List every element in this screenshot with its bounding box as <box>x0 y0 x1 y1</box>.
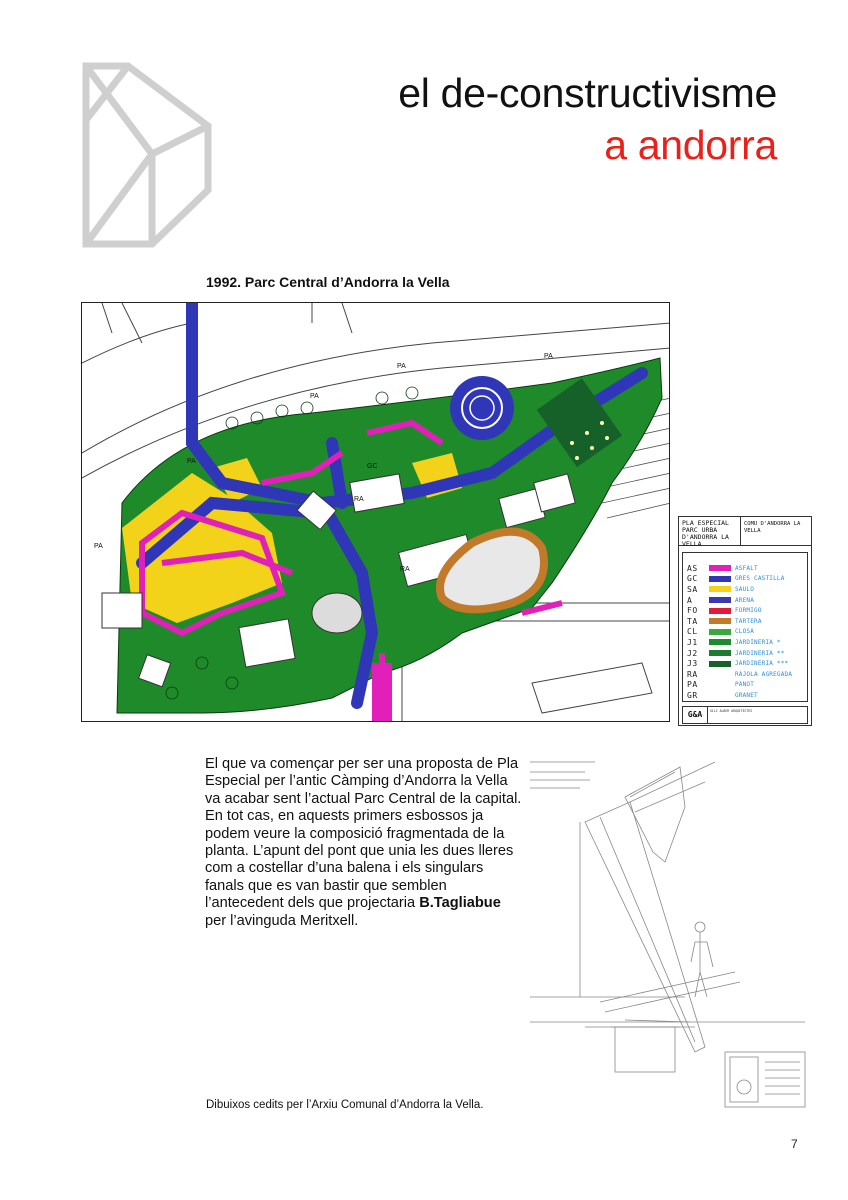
legend-label: GRANET <box>735 691 758 699</box>
plan-legend <box>678 516 812 726</box>
legend-swatch <box>709 671 731 677</box>
legend-header <box>679 517 811 546</box>
legend-label: RAJOLA AGREGADA <box>735 670 793 678</box>
svg-text:PA: PA <box>94 543 103 550</box>
body-bold-name: B.Tagliabue <box>419 895 501 912</box>
legend-row <box>687 658 803 669</box>
park-plan-drawing <box>81 302 670 722</box>
legend-swatch <box>709 576 731 582</box>
legend-swatch <box>709 629 731 635</box>
legend-row <box>687 574 803 585</box>
legend-code: FO <box>687 606 698 616</box>
legend-code: GC <box>687 574 698 584</box>
legend-footer <box>682 706 808 724</box>
legend-code: AS <box>687 563 698 573</box>
legend-code: SA <box>687 584 698 594</box>
legend-code: PA <box>687 680 698 690</box>
legend-footer-text: GILI ALBER ARQUITECTES <box>710 709 753 713</box>
legend-swatch <box>709 618 731 624</box>
svg-text:PA: PA <box>187 458 196 465</box>
legend-label: CLOSA <box>735 628 755 636</box>
legend-swatch <box>709 692 731 698</box>
legend-row <box>687 680 803 691</box>
legend-header-right: COMU D'ANDORRA LA VELLA <box>744 521 801 534</box>
legend-swatch <box>709 682 731 688</box>
title-line-2: a andorra <box>604 122 777 168</box>
legend-label: JARDINERIA *** <box>735 660 789 668</box>
legend-swatch <box>709 597 731 603</box>
legend-header-left: PLA ESPECIAL PARC URBA D'ANDORRA LA VELLA <box>679 517 741 545</box>
svg-text:RA: RA <box>354 496 364 503</box>
legend-row <box>687 648 803 659</box>
legend-swatch <box>709 565 731 571</box>
image-credit-caption: Dibuixos cedits per l’Arxiu Comunal d’Andorra la Vella. <box>206 1099 484 1111</box>
body-paragraph <box>205 756 525 930</box>
legend-label: PANOT <box>735 681 755 689</box>
legend-row <box>687 637 803 648</box>
legend-code: RA <box>687 669 698 679</box>
svg-text:PA: PA <box>544 353 553 360</box>
svg-text:PA: PA <box>310 393 319 400</box>
legend-code: J2 <box>687 648 698 658</box>
svg-text:GC: GC <box>367 463 378 470</box>
legend-code: J3 <box>687 659 698 669</box>
title-line-1: el de-constructivisme <box>398 70 777 116</box>
legend-row <box>687 616 803 627</box>
park-plan-svg <box>82 303 670 722</box>
streetlamp-technical-drawing <box>525 752 815 1114</box>
legend-swatch <box>709 639 731 645</box>
body-text-part: per l’avinguda Meritxell. <box>205 912 359 929</box>
body-text-part: El que va començar per ser una proposta de Pla Especial per l’antic Càmping d’Andorra la Vella va acabar sent l’actual Parc Central de la capital. En tot cas, en aquests primers esbossos ja podem veure la composició fragmentada de la planta. L’apunt del pont que unia les dues lleres com a costellar d’una balena i els singulars fanals que es van bastir que semblen l’antecedent dels que projectaria <box>205 756 522 912</box>
architect-logo: G&A <box>683 707 708 723</box>
legend-row <box>687 627 803 638</box>
legend-swatch <box>709 650 731 656</box>
legend-row <box>687 669 803 680</box>
legend-code: CL <box>687 627 698 637</box>
legend-code: TA <box>687 616 698 626</box>
legend-label: GRES CASTILLA <box>735 575 785 583</box>
legend-label: JARDINERIA ** <box>735 649 785 657</box>
legend-label: ARENA <box>735 596 755 604</box>
legend-label: TARTERA <box>735 617 762 625</box>
figure-caption: 1992. Parc Central d’Andorra la Vella <box>206 274 450 290</box>
legend-label: SAULO <box>735 585 755 593</box>
legend-row <box>687 690 803 701</box>
legend-rows <box>682 552 808 702</box>
page-number: 7 <box>791 1137 798 1151</box>
d-monogram-logo <box>80 60 214 250</box>
legend-code: GR <box>687 690 698 700</box>
legend-swatch <box>709 661 731 667</box>
legend-swatch <box>709 608 731 614</box>
legend-label: FORMIGO <box>735 607 762 615</box>
svg-text:PA: PA <box>397 363 406 370</box>
svg-text:RA: RA <box>400 566 410 573</box>
legend-row <box>687 563 803 574</box>
legend-row <box>687 605 803 616</box>
legend-code: A <box>687 595 693 605</box>
legend-row <box>687 595 803 606</box>
legend-swatch <box>709 586 731 592</box>
legend-label: ASFALT <box>735 564 758 572</box>
legend-row <box>687 584 803 595</box>
legend-code: J1 <box>687 637 698 647</box>
legend-label: JARDINERIA * <box>735 638 781 646</box>
